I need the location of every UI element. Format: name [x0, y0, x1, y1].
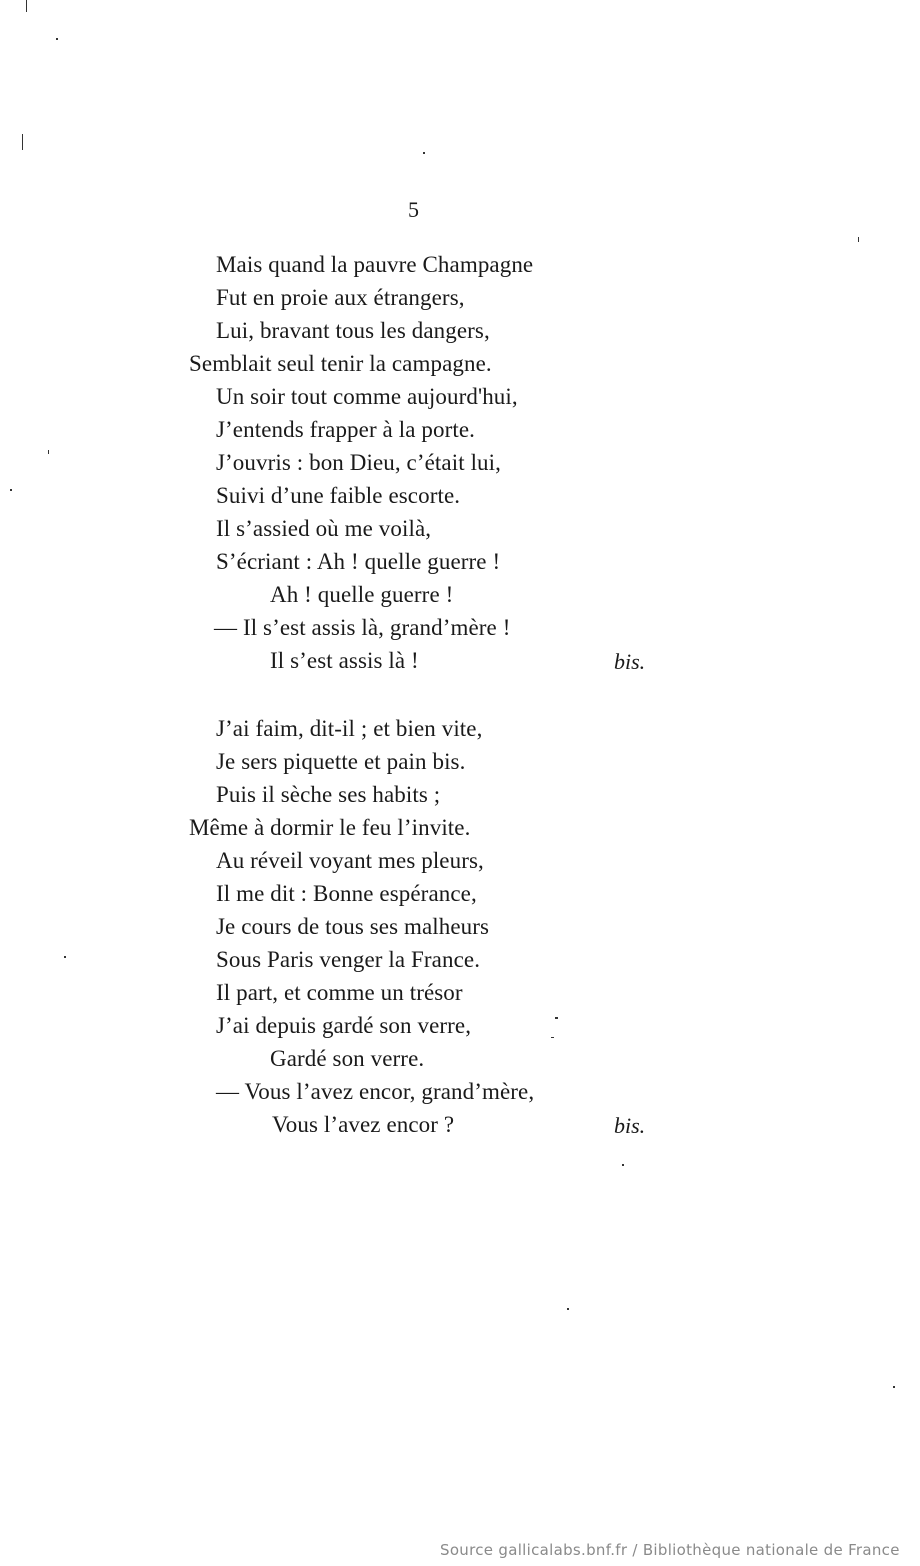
verse-line: Il part, et comme un trésor [216, 980, 463, 1005]
verse-line: Fut en proie aux étrangers, [216, 285, 465, 310]
scan-artifact [551, 1037, 554, 1038]
bis-mark: bis. [614, 1113, 646, 1138]
verse-line: Puis il sèche ses habits ; [216, 782, 441, 807]
verse-line: Mais quand la pauvre Champagne [216, 252, 534, 277]
scan-artifact [555, 1017, 558, 1019]
scan-artifact [10, 489, 12, 491]
scan-artifact [26, 0, 27, 12]
scan-artifact [567, 1308, 569, 1310]
verse-line: — Vous l’avez encor, grand’mère, [216, 1079, 535, 1104]
verse-line: Il me dit : Bonne espérance, [216, 881, 477, 906]
scan-artifact [423, 152, 425, 154]
verse-line: J’ai depuis gardé son verre, [216, 1013, 472, 1038]
verse-line: Lui, bravant tous les dangers, [216, 318, 490, 343]
verse-line: Il s’est assis là ! [270, 648, 419, 673]
scan-artifact [622, 1164, 624, 1166]
verse-line: Gardé son verre. [270, 1046, 425, 1071]
verse-line: Semblait seul tenir la campagne. [189, 351, 492, 376]
page-number: 5 [408, 197, 419, 222]
verse-line: Sous Paris venger la France. [216, 947, 481, 972]
verse-line: Vous l’avez encor ? [272, 1112, 455, 1137]
verse-line: Même à dormir le feu l’invite. [189, 815, 471, 840]
verse-line: S’écriant : Ah ! quelle guerre ! [216, 549, 501, 574]
scan-artifact [56, 38, 58, 40]
scan-artifact [22, 134, 23, 150]
bis-mark: bis. [614, 649, 646, 674]
verse-line: J’entends frapper à la porte. [216, 417, 475, 442]
scan-artifact [858, 237, 859, 242]
verse-line: J’ai faim, dit-il ; et bien vite, [216, 716, 483, 741]
verse-line: Je sers piquette et pain bis. [216, 749, 466, 774]
verse-line: Ah ! quelle guerre ! [270, 582, 454, 607]
verse-line: Un soir tout comme aujourd'hui, [216, 384, 518, 409]
verse-line: Il s’assied où me voilà, [216, 516, 432, 541]
verse-line: J’ouvris : bon Dieu, c’était lui, [216, 450, 501, 475]
scan-artifact [64, 956, 66, 958]
verse-line: — Il s’est assis là, grand’mère ! [214, 615, 511, 640]
verse-line: Au réveil voyant mes pleurs, [216, 848, 484, 873]
scan-artifact [48, 450, 49, 454]
scan-artifact [893, 1386, 895, 1388]
source-attribution: Source gallicalabs.bnf.fr / Bibliothèque nationale de France [440, 1541, 900, 1559]
verse-line: Je cours de tous ses malheurs [216, 914, 490, 939]
verse-line: Suivi d’une faible escorte. [216, 483, 461, 508]
